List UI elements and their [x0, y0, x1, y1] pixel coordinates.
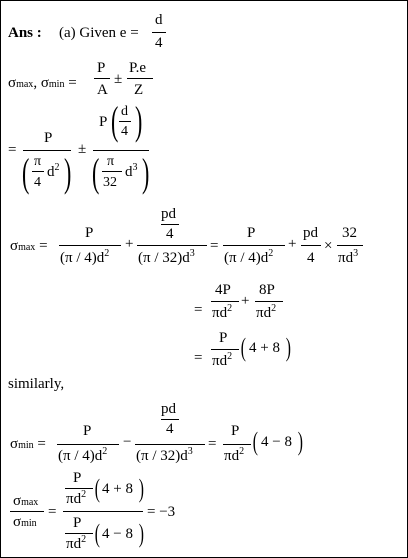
final-result: = −3 [147, 504, 176, 520]
ans-label: Ans : [8, 25, 42, 41]
document-text [1, 1, 2, 2]
given-prefix: (a) Given e = [59, 25, 139, 41]
similarly-text: similarly, [8, 376, 65, 392]
answer-document: Ans : (a) Given e = d 4 σmax, σmin = P A ± P.e Z = P ( π 4 $d^2$ ) ± P ( d 4 ) ( π 32 $d^3$ ) σmax = P $(\pi / 4)d^2$ + pd 4 $(\pi / 32)d^3$ = P $(\pi / 4)d^2$ + pd 4 × 32 $\pi d^3$ = 4P $\pi d^2$ + 8P $\pi d^2$ = P $\pi d^2$ ( 4 + 8 ) similarly, σmin = P $(\pi / 4)d^2$ − pd 4 $(\pi / 32)d^3$ = P $\pi d^2$ ( 4 − 8 ) σmax σmin = P $\pi d^2$ ( 4 + 8 ) P $\pi d^2$ ( 4 − 8 ) = −3 [0, 0, 408, 558]
